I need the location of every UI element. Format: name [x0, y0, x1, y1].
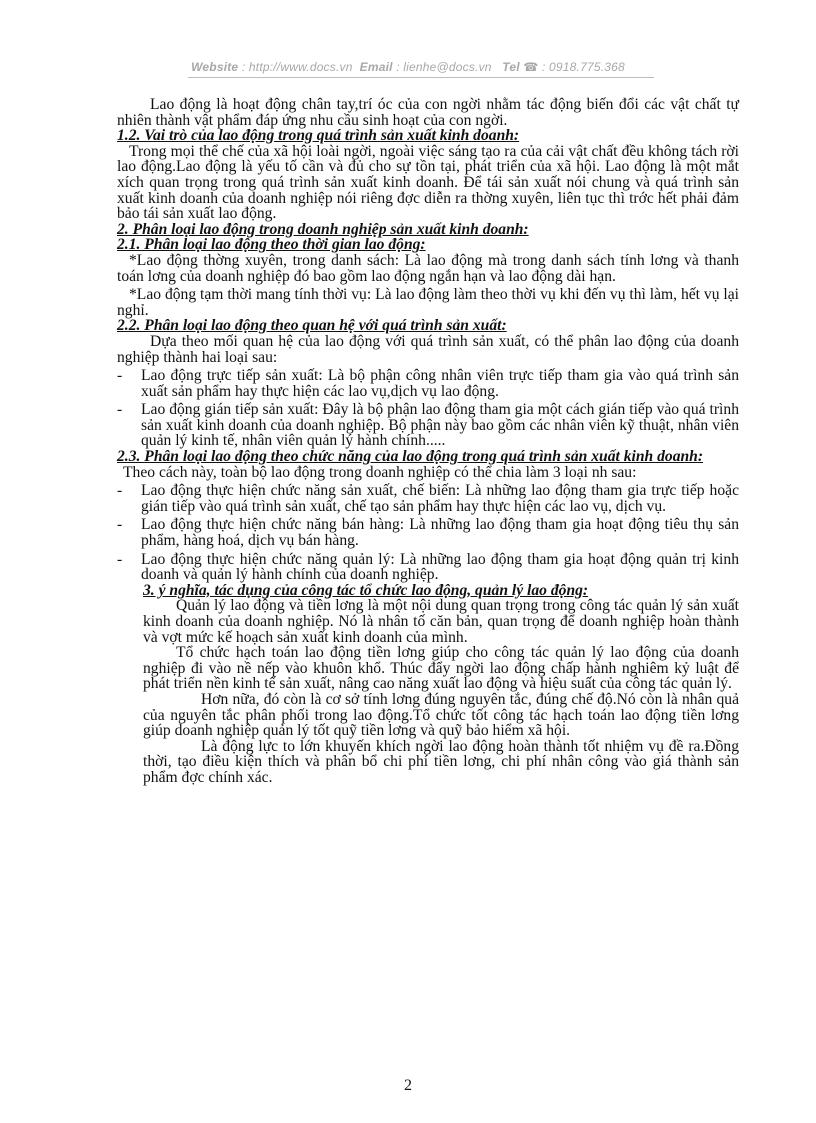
- heading-2-2: 2.2. Phân loại lao động theo quan hệ với quá trình sản xuất:: [117, 317, 507, 335]
- bullet-dash: -: [117, 550, 123, 568]
- page-header: [0, 60, 816, 74]
- email-label: Email: [359, 60, 393, 74]
- website-url: : http://www.docs.vn: [241, 60, 353, 74]
- bullet-dash: -: [117, 367, 123, 385]
- list-item-text: Lao động thực hiện chức năng quản lý: Là những lao động tham gia hoạt động quản trị kinh doanh và quản lý hành chính của doanh nghiệp.: [141, 550, 739, 584]
- list-item: [117, 402, 739, 449]
- website-label: Website: [191, 60, 239, 74]
- heading-2-1: 2.1. Phân loại lao động theo thời gian lao động:: [117, 236, 426, 254]
- page-number: 2: [404, 1077, 412, 1094]
- list-item: [117, 517, 739, 548]
- header-divider: [188, 77, 654, 78]
- bullet-dash: -: [117, 401, 123, 419]
- list-item: [117, 483, 739, 514]
- paragraph: Dựa theo mối quan hệ của lao động với quá trình sản xuất, có thể phân lao động của doanh nghiệp thành hai loại sau:: [117, 332, 739, 366]
- list-item-text: Lao động thực hiện chức năng sản xuất, chế biến: Là những lao động tham gia trực tiếp hoặc gián tiếp vào quá trình sản xuất, chế tạo sản phẩm hay thực hiện các lao vụ, dịch vụ.: [141, 482, 739, 515]
- bullet-dash: -: [117, 516, 123, 534]
- section-3: [117, 583, 739, 786]
- paragraph: Là động lực to lớn khuyến khích ngời lao động hoàn thành tốt nhiệm vụ đề ra.Đồng thời, tạo điều kiện thích và phân bổ chi phí tiền lơng, chi phí nhân công vào giá thành sản phẩm đợc chính xác.: [143, 737, 739, 786]
- paragraph: Hơn nữa, đó còn là cơ sở tính lơng đúng nguyên tắc, đúng chế độ.Nó còn là nhân quả của nguyên tắc phân phối trong lao động.Tổ chức tốt công tác hạch toán lao động tiền lơng giúp doanh nghiệp quản lý tốt quỹ tiền lơng và quỹ bảo hiểm xã hội.: [143, 690, 739, 740]
- paragraph: *Lao động tạm thời mang tính thời vụ: Là lao động làm theo thời vụ khi đến vụ thì làm, hết vụ lại nghỉ.: [117, 286, 739, 319]
- heading-1-2: 1.2. Vai trò của lao động trong quá trình sản xuất kinh doanh:: [117, 127, 520, 145]
- list-item: [117, 552, 739, 583]
- list-item-text: Lao động gián tiếp sản xuất: Đây là bộ phận lao động tham gia một cách gián tiếp vào quá trình sản xuất kinh doanh của doanh nghiệp. Bộ phận này bao gồm các nhân viên kỹ thuật, nhân viên quản lý kinh tế, nhân viên quản lý hành chính.....: [141, 401, 739, 450]
- heading-3: 3. ý nghĩa, tác dụng của công tác tổ chức lao động, quản lý lao động:: [143, 581, 589, 599]
- paragraph: Lao động là hoạt động chân tay,trí óc của con ngời nhằm tác động biến đổi các vật chất tự nhiên thành vật phẩm đáp ứng nhu cầu sinh hoạt của con ngời.: [117, 96, 739, 129]
- page-body: [117, 97, 739, 786]
- email-address: : lienhe@docs.vn: [396, 60, 492, 74]
- heading-2: 2. Phân loại lao động trong doanh nghiệp sản xuất kinh doanh:: [117, 220, 529, 238]
- bullet-dash: -: [117, 482, 123, 500]
- paragraph: Trong mọi thể chế của xã hội loài ngời, ngoài việc sáng tạo ra của cải vật chất đều không tách rời lao động.Lao động là yếu tố cần và đủ cho sự tồn tại, phát triển của xã hội. Lao động là một mắt xích quan trọng trong quá trình sản xuất kinh doanh. Để tái sản xuất nói chung và quá trình sản xuất kinh doanh của doanh nghiệp nói riêng đợc diễn ra thờng xuyên, liên tục thì trớc hết phải đảm bảo tái sản xuất lao động.: [117, 142, 739, 223]
- list-item-text: Lao động trực tiếp sản xuất: Là bộ phận công nhân viên trực tiếp tham gia vào quá trình sản xuất sản phẩm hay thực hiện các lao vụ,dịch vụ lao động.: [141, 367, 739, 400]
- list-item: [117, 368, 739, 399]
- list-item-text: Lao động thực hiện chức năng bán hàng: Là những lao động tham gia hoạt động tiêu thụ sản phẩm, hàng hoá, dịch vụ bán hàng.: [141, 516, 739, 550]
- paragraph: *Lao động thờng xuyên, trong danh sách: Là lao động mà trong danh sách tính lơng và thanh toán lơng của doanh nghiệp đó bao gồm lao động ngắn hạn và lao động dài hạn.: [117, 251, 739, 285]
- heading-2-3: 2.3. Phân loại lao động theo chức năng của lao động trong quá trình sản xuất kinh doanh:: [117, 448, 704, 466]
- paragraph: Quản lý lao động và tiền lơng là một nội dung quan trọng trong công tác quản lý sản xuất kinh doanh của doanh nghiệp. Nó là nhân tố căn bản, quan trọng để doanh nghiệp hoàn thành và vợt mức kế hoạch sản xuất kinh doanh của mình.: [143, 597, 739, 646]
- tel-label: Tel: [502, 60, 520, 74]
- tel-number: ☎ : 0918.775.368: [523, 60, 625, 74]
- paragraph: Theo cách này, toàn bộ lao động trong doanh nghiệp có thể chia làm 3 loại nh sau:: [123, 463, 637, 481]
- paragraph: Tổ chức hạch toán lao động tiền lơng giúp cho công tác quản lý lao động của doanh nghiệp đi vào nề nếp vào khuôn khổ. Thúc đẩy ngời lao động chấp hành nghiêm kỷ luật để phát triển nền kinh tế sản xuất, nâng cao năng xuất lao động và hiệu suất của công tác quản lý.: [143, 644, 739, 693]
